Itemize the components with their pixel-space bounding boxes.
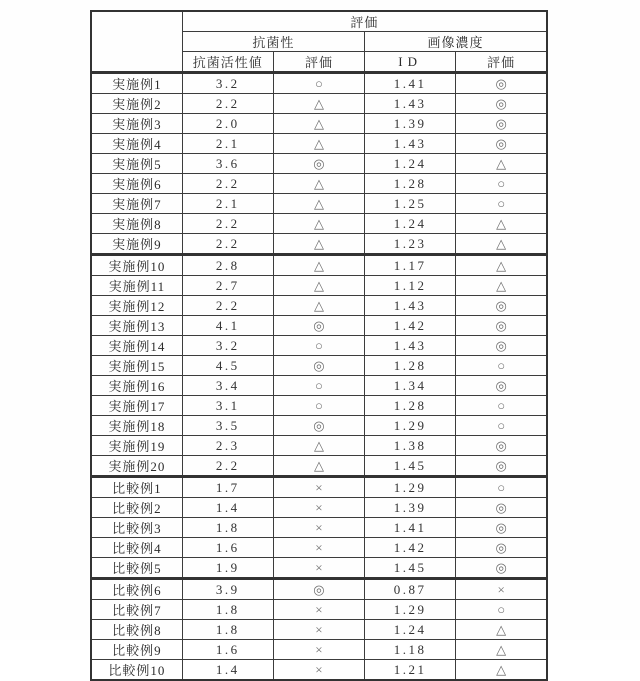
row-label: 比較例7 [91,600,182,620]
activity-value-cell: 4.1 [182,316,273,336]
row-label: 実施例5 [91,154,182,174]
id-value-cell: 1.28 [365,356,456,376]
id-value-cell: 1.39 [365,114,456,134]
corner-cell [91,11,182,73]
id-eval-cell: ◎ [456,316,547,336]
table-row [91,214,547,234]
activity-value-cell: 2.2 [182,214,273,234]
table-row [91,436,547,456]
id-eval-cell: ◎ [456,558,547,579]
activity-value-cell: 2.2 [182,174,273,194]
activity-value-cell: 3.2 [182,73,273,94]
activity-eval-cell: ◎ [273,416,364,436]
id-eval-cell: ○ [456,356,547,376]
id-value-cell: 1.43 [365,336,456,356]
activity-eval-cell: ○ [273,73,364,94]
id-eval-cell: △ [456,214,547,234]
evaluation-table [90,10,548,681]
header-image-density-group: 画像濃度 [365,32,547,52]
id-eval-cell: △ [456,660,547,681]
row-label: 比較例4 [91,538,182,558]
row-label: 比較例9 [91,640,182,660]
activity-eval-cell: × [273,538,364,558]
activity-eval-cell: × [273,660,364,681]
activity-value-cell: 3.9 [182,579,273,600]
table-row [91,376,547,396]
activity-eval-cell: × [273,498,364,518]
table-row [91,234,547,255]
table-row [91,620,547,640]
table-row [91,660,547,681]
row-label: 実施例9 [91,234,182,255]
id-value-cell: 1.21 [365,660,456,681]
row-label: 実施例14 [91,336,182,356]
table-row [91,518,547,538]
id-eval-cell: ◎ [456,436,547,456]
id-eval-cell: ◎ [456,94,547,114]
activity-value-cell: 2.3 [182,436,273,456]
row-label: 実施例11 [91,276,182,296]
activity-value-cell: 3.1 [182,396,273,416]
header-evaluation: 評価 [182,11,547,32]
id-value-cell: 1.42 [365,316,456,336]
table-row [91,579,547,600]
activity-value-cell: 2.0 [182,114,273,134]
id-eval-cell: ◎ [456,498,547,518]
id-eval-cell: ◎ [456,518,547,538]
activity-eval-cell: △ [273,174,364,194]
activity-value-cell: 1.8 [182,518,273,538]
table-row [91,316,547,336]
id-value-cell: 1.42 [365,538,456,558]
row-label: 比較例10 [91,660,182,681]
id-eval-cell: ◎ [456,114,547,134]
id-eval-cell: ○ [456,600,547,620]
activity-eval-cell: △ [273,255,364,276]
id-eval-cell: △ [456,234,547,255]
id-value-cell: 1.41 [365,518,456,538]
table-row [91,600,547,620]
activity-value-cell: 3.6 [182,154,273,174]
activity-value-cell: 3.2 [182,336,273,356]
id-value-cell: 1.45 [365,456,456,477]
table-section [91,255,547,477]
activity-value-cell: 2.2 [182,94,273,114]
id-value-cell: 1.43 [365,94,456,114]
id-eval-cell: ◎ [456,296,547,316]
table-section [91,477,547,579]
id-value-cell: 1.17 [365,255,456,276]
table-row [91,336,547,356]
activity-value-cell: 1.8 [182,600,273,620]
activity-eval-cell: ○ [273,376,364,396]
id-eval-cell: ◎ [456,538,547,558]
row-label: 実施例20 [91,456,182,477]
id-value-cell: 1.39 [365,498,456,518]
activity-value-cell: 1.6 [182,538,273,558]
table-section [91,73,547,255]
id-value-cell: 1.29 [365,600,456,620]
activity-value-cell: 1.4 [182,660,273,681]
activity-eval-cell: △ [273,214,364,234]
activity-eval-cell: ○ [273,336,364,356]
activity-value-cell: 1.6 [182,640,273,660]
activity-eval-cell: △ [273,436,364,456]
id-eval-cell: △ [456,276,547,296]
activity-eval-cell: △ [273,194,364,214]
id-value-cell: 1.43 [365,134,456,154]
id-value-cell: 1.43 [365,296,456,316]
table-row [91,416,547,436]
table-row [91,255,547,276]
activity-eval-cell: × [273,620,364,640]
id-eval-cell: ○ [456,396,547,416]
activity-value-cell: 3.4 [182,376,273,396]
table-row [91,456,547,477]
id-value-cell: 1.29 [365,477,456,498]
activity-value-cell: 2.7 [182,276,273,296]
activity-value-cell: 2.2 [182,296,273,316]
table-row [91,174,547,194]
activity-value-cell: 2.1 [182,134,273,154]
id-eval-cell: ◎ [456,134,547,154]
row-label: 比較例1 [91,477,182,498]
header-activity-value: 抗菌活性値 [182,52,273,73]
id-value-cell: 1.34 [365,376,456,396]
table-row [91,194,547,214]
activity-value-cell: 4.5 [182,356,273,376]
row-label: 実施例16 [91,376,182,396]
row-label: 比較例3 [91,518,182,538]
activity-value-cell: 2.2 [182,456,273,477]
row-label: 比較例8 [91,620,182,640]
activity-eval-cell: △ [273,296,364,316]
header-antibacterial-group: 抗菌性 [182,32,364,52]
id-eval-cell: ○ [456,194,547,214]
table-row [91,154,547,174]
header-activity-eval: 評価 [273,52,364,73]
activity-eval-cell: △ [273,276,364,296]
table-row [91,538,547,558]
activity-value-cell: 1.8 [182,620,273,640]
activity-eval-cell: × [273,600,364,620]
id-value-cell: 0.87 [365,579,456,600]
row-label: 実施例8 [91,214,182,234]
table-row [91,94,547,114]
id-value-cell: 1.41 [365,73,456,94]
id-value-cell: 1.12 [365,276,456,296]
activity-eval-cell: ○ [273,396,364,416]
header-id-eval: 評価 [456,52,547,73]
activity-value-cell: 2.1 [182,194,273,214]
header-row-top [91,11,547,32]
row-label: 実施例1 [91,73,182,94]
id-eval-cell: △ [456,620,547,640]
activity-eval-cell: △ [273,134,364,154]
activity-eval-cell: × [273,640,364,660]
activity-eval-cell: △ [273,234,364,255]
id-value-cell: 1.24 [365,214,456,234]
id-eval-cell: ◎ [456,456,547,477]
row-label: 実施例17 [91,396,182,416]
table-row [91,296,547,316]
id-value-cell: 1.38 [365,436,456,456]
row-label: 実施例19 [91,436,182,456]
id-value-cell: 1.28 [365,396,456,416]
row-label: 実施例3 [91,114,182,134]
activity-eval-cell: × [273,477,364,498]
id-eval-cell: × [456,579,547,600]
row-label: 実施例4 [91,134,182,154]
id-eval-cell: △ [456,154,547,174]
table-row [91,134,547,154]
table-row [91,477,547,498]
table-row [91,640,547,660]
activity-eval-cell: △ [273,114,364,134]
id-value-cell: 1.28 [365,174,456,194]
table-header [91,11,547,73]
id-value-cell: 1.25 [365,194,456,214]
id-value-cell: 1.29 [365,416,456,436]
table-row [91,558,547,579]
row-label: 比較例2 [91,498,182,518]
table-row [91,396,547,416]
activity-value-cell: 1.9 [182,558,273,579]
row-label: 比較例5 [91,558,182,579]
row-label: 実施例13 [91,316,182,336]
table-row [91,114,547,134]
id-eval-cell: ○ [456,416,547,436]
row-label: 実施例15 [91,356,182,376]
row-label: 実施例18 [91,416,182,436]
id-eval-cell: △ [456,255,547,276]
activity-eval-cell: ◎ [273,356,364,376]
table-row [91,276,547,296]
id-value-cell: 1.45 [365,558,456,579]
header-id: ID [365,52,456,73]
activity-value-cell: 2.2 [182,234,273,255]
id-value-cell: 1.23 [365,234,456,255]
activity-eval-cell: △ [273,456,364,477]
row-label: 実施例7 [91,194,182,214]
row-label: 実施例2 [91,94,182,114]
row-label: 実施例10 [91,255,182,276]
table-row [91,498,547,518]
activity-eval-cell: ◎ [273,316,364,336]
id-eval-cell: ◎ [456,336,547,356]
id-eval-cell: ◎ [456,73,547,94]
row-label: 実施例12 [91,296,182,316]
table-row [91,73,547,94]
id-eval-cell: ○ [456,477,547,498]
activity-eval-cell: × [273,558,364,579]
row-label: 比較例6 [91,579,182,600]
activity-value-cell: 2.8 [182,255,273,276]
table-row [91,356,547,376]
id-eval-cell: ○ [456,174,547,194]
id-eval-cell: △ [456,640,547,660]
activity-eval-cell: △ [273,94,364,114]
id-value-cell: 1.24 [365,620,456,640]
id-eval-cell: ◎ [456,376,547,396]
row-label: 実施例6 [91,174,182,194]
id-value-cell: 1.24 [365,154,456,174]
activity-eval-cell: × [273,518,364,538]
activity-value-cell: 3.5 [182,416,273,436]
table-section [91,579,547,681]
id-value-cell: 1.18 [365,640,456,660]
activity-eval-cell: ◎ [273,154,364,174]
activity-value-cell: 1.7 [182,477,273,498]
activity-value-cell: 1.4 [182,498,273,518]
activity-eval-cell: ◎ [273,579,364,600]
